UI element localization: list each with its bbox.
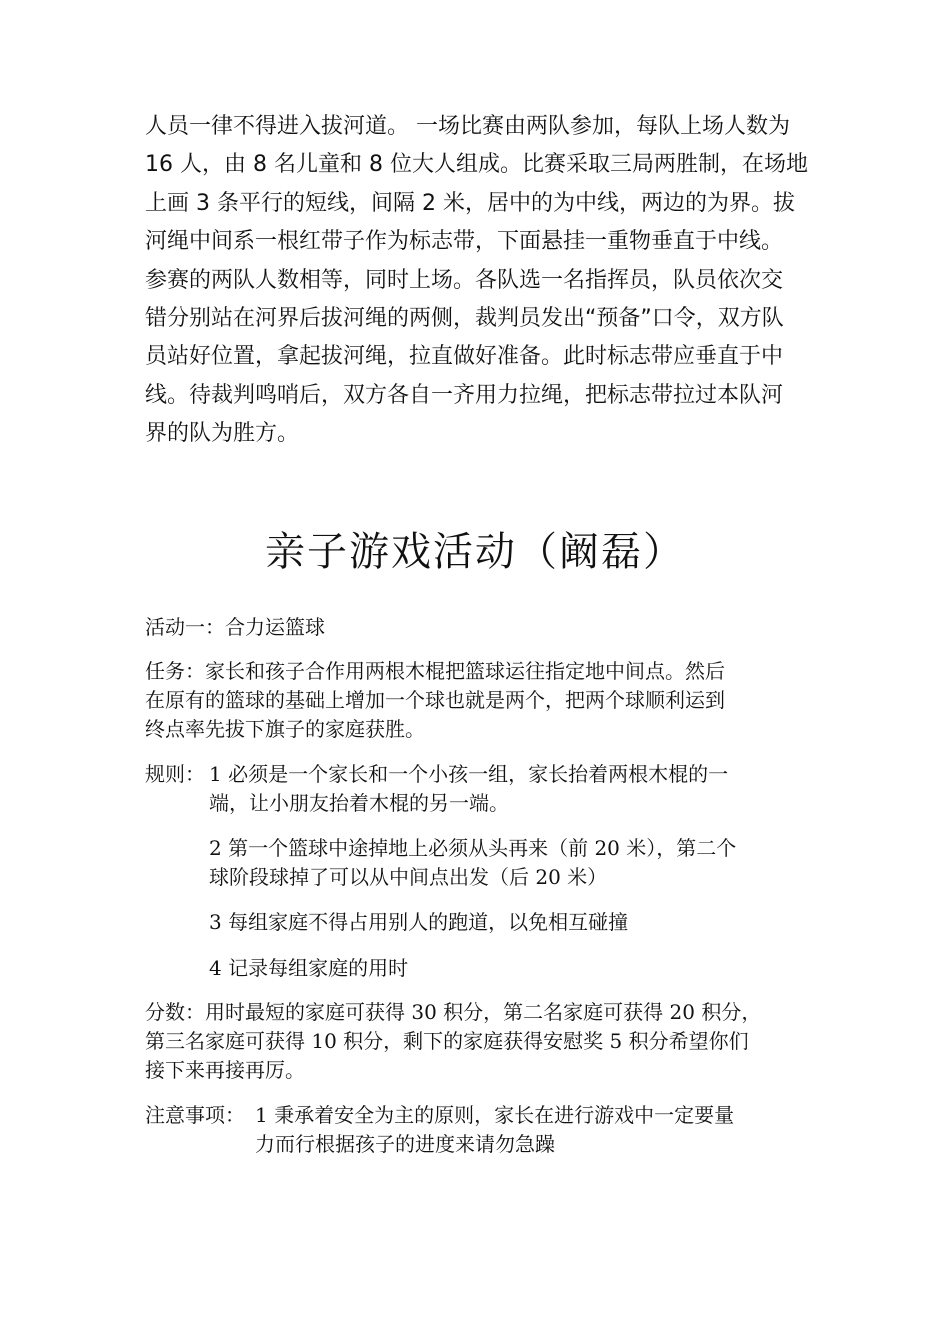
intro-line: 河绳中间系一根红带子作为标志带，下面悬挂一重物垂直于中线。 (145, 229, 784, 255)
task-line: 终点率先拔下旗子的家庭获胜。 (145, 717, 425, 741)
intro-paragraph (145, 108, 815, 454)
note-item: 1 秉承着安全为主的原则，家长在进行游戏中一定要量 (255, 1103, 735, 1127)
rule-item: 1 必须是一个家长和一个小孩一组，家长抬着两根木棍的一 (209, 762, 729, 786)
intro-line: 上画 3 条平行的短线，间隔 2 米，居中的为中线，两边的为界。拔 (145, 190, 795, 216)
rule-item: 3 每组家庭不得占用别人的跑道，以免相互碰撞 (209, 910, 629, 934)
intro-line: 界的队为胜方。 (145, 421, 300, 447)
task-line: 在原有的篮球的基础上增加一个球也就是两个，把两个球顺利运到 (145, 688, 725, 712)
rule-item: 球阶段球掉了可以从中间点出发（后 20 米） (209, 865, 608, 889)
page-title: 亲子游戏活动（阚磊） (265, 529, 685, 575)
rules-label: 规则： (145, 762, 205, 786)
score-line: 接下来再接再厉。 (145, 1058, 305, 1082)
intro-line: 员站好位置，拿起拔河绳，拉直做好准备。此时标志带应垂直于中 (145, 344, 784, 370)
rule-item: 端，让小朋友抬着木棍的另一端。 (209, 791, 509, 815)
note-item: 力而行根据孩子的进度来请勿急躁 (255, 1132, 555, 1156)
notes-label: 注意事项： (145, 1103, 245, 1127)
intro-line: 16 人，由 8 名儿童和 8 位大人组成。比赛采取三局两胜制，在场地 (145, 152, 808, 178)
rule-item: 2 第一个篮球中途掉地上必须从头再来（前 20 米），第二个 (209, 836, 737, 860)
score-line: 第三名家庭可获得 10 积分，剩下的家庭获得安慰奖 5 积分希望你们 (145, 1029, 749, 1053)
intro-line: 人员一律不得进入拔河道。 一场比赛由两队参加，每队上场人数为 (145, 114, 790, 139)
intro-line: 参赛的两队人数相等，同时上场。各队选一名指挥员，队员依次交 (145, 267, 784, 293)
rule-item: 4 记录每组家庭的用时 (209, 956, 409, 980)
task-line: 任务：家长和孩子合作用两根木棍把篮球运往指定地中间点。然后 (145, 659, 725, 683)
intro-line: 线。待裁判鸣哨后，双方各自一齐用力拉绳，把标志带拉过本队河 (145, 382, 784, 408)
score-line: 分数：用时最短的家庭可获得 30 积分，第二名家庭可获得 20 积分， (145, 1000, 762, 1024)
intro-line: 错分别站在河界后拔河绳的两侧，裁判员发出“预备”口令，双方队 (145, 305, 784, 331)
activity-heading: 活动一：合力运篮球 (145, 615, 325, 639)
